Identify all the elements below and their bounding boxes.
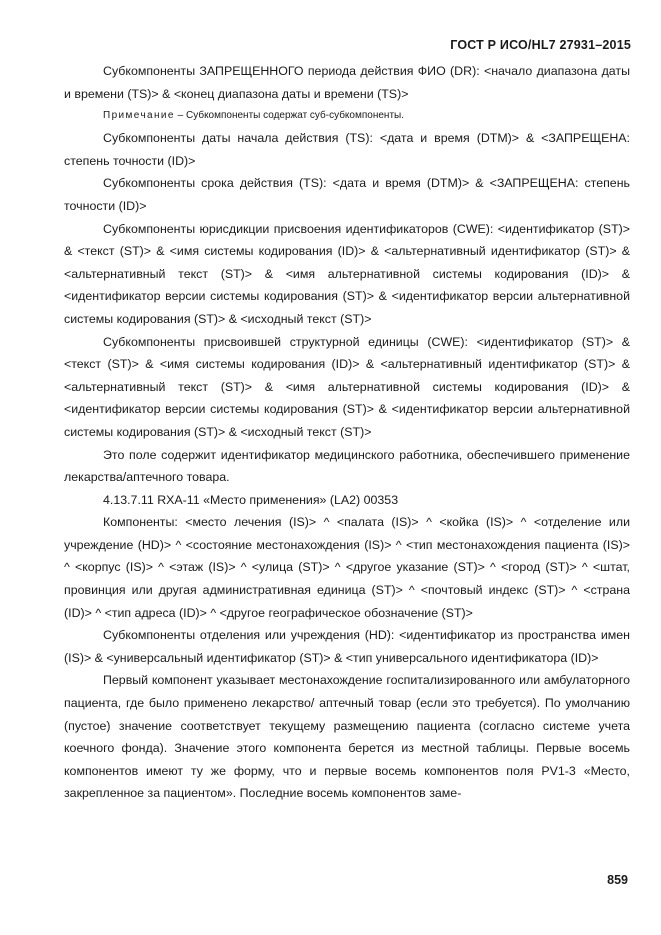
paragraph: Компоненты: <место лечения (IS)> ^ <палата (IS)> ^ <койка (IS)> ^ <отделение или учреждение (HD)> ^ <состояние местонахождения (IS)> ^ <тип местонахождения пациента (IS)> ^ <корпус (IS)> ^ <этаж (IS)> ^ <улица (ST)> ^ <другое указание (ST)> ^ <город (ST)> ^ <штат, провинция или другая административная единица (ST)> ^ <почтовый индекс (ST)> ^ <страна (ID)> ^ <тип адреса (ID)> ^ <другое географическое обозначение (ST)> xyxy=(64,515,630,620)
document-body xyxy=(64,60,630,805)
paragraph: Субкомпоненты присвоившей структурной единицы (CWE): <идентификатор (ST)> & <текст (ST)> & <имя системы кодирования (ID)> & <альтернативный идентификатор (ST)> & <альтернативный текст (ST)> & <имя альтернативной системы кодирования (ID)> & <идентификатор версии системы кодирования (ST)> & <идентификатор версии альтернативной системы кодирования (ST)> & <исходный текст (ST)> xyxy=(64,334,630,439)
note-text: – Субкомпоненты содержат суб-субкомпоненты. xyxy=(174,110,404,122)
paragraph: Субкомпоненты юрисдикции присвоения идентификаторов (CWE): <идентификатор (ST)> & <текст (ST)> & <имя системы кодирования (ID)> & <альтернативный идентификатор (ST)> & <альтернативный текст (ST)> & <имя альтернативной системы кодирования (ID)> & <идентификатор версии системы кодирования (ST)> & <идентификатор версии альтернативной системы кодирования (ST)> & <исходный текст (ST)> xyxy=(64,221,630,326)
paragraph: Субкомпоненты даты начала действия (TS): <дата и время (DTM)> & <ЗАПРЕЩЕНА: степень точности (ID)> xyxy=(64,131,630,168)
section-heading: 4.13.7.11 RXA-11 «Место применения» (LA2) 00353 xyxy=(103,492,399,507)
note-label: Примечание xyxy=(103,110,175,122)
paragraph: Это поле содержит идентификатор медицинского работника, обеспечившего применение лекарства/аптечного товара. xyxy=(64,447,630,485)
paragraph: Первый компонент указывает местонахождение госпитализированного или амбулаторного пациента, где было применено лекарство/ аптечный товар (если это требуется). По умолчанию (пустое) значение соответствует текущему размещению пациента (согласно системе учета коечного фонда). Значение этого компонента берется из местной таблицы. Первые восемь компонентов имеют ту же форму, что и первые восемь компонентов поля PV1-3 «Место, закрепленное за пациентом». Последние восемь компонентов заме- xyxy=(64,673,630,801)
paragraph: Субкомпоненты ЗАПРЕЩЕННОГО периода действия ФИО (DR): <начало диапазона даты и времени (TS)> & <конец диапазона даты и времени (TS)> xyxy=(64,64,630,101)
page-number: 859 xyxy=(607,873,628,887)
paragraph: Субкомпоненты срока действия (TS): <дата и время (DTM)> & <ЗАПРЕЩЕНА: степень точности (ID)> xyxy=(64,176,630,213)
paragraph: Субкомпоненты отделения или учреждения (HD): <идентификатор из пространства имен (IS)> & <универсальный идентификатор (ST)> & <тип универсального идентификатора (ID)> xyxy=(64,628,630,665)
note-paragraph xyxy=(64,105,630,127)
document-header: ГОСТ Р ИСО/HL7 27931–2015 xyxy=(450,38,631,52)
